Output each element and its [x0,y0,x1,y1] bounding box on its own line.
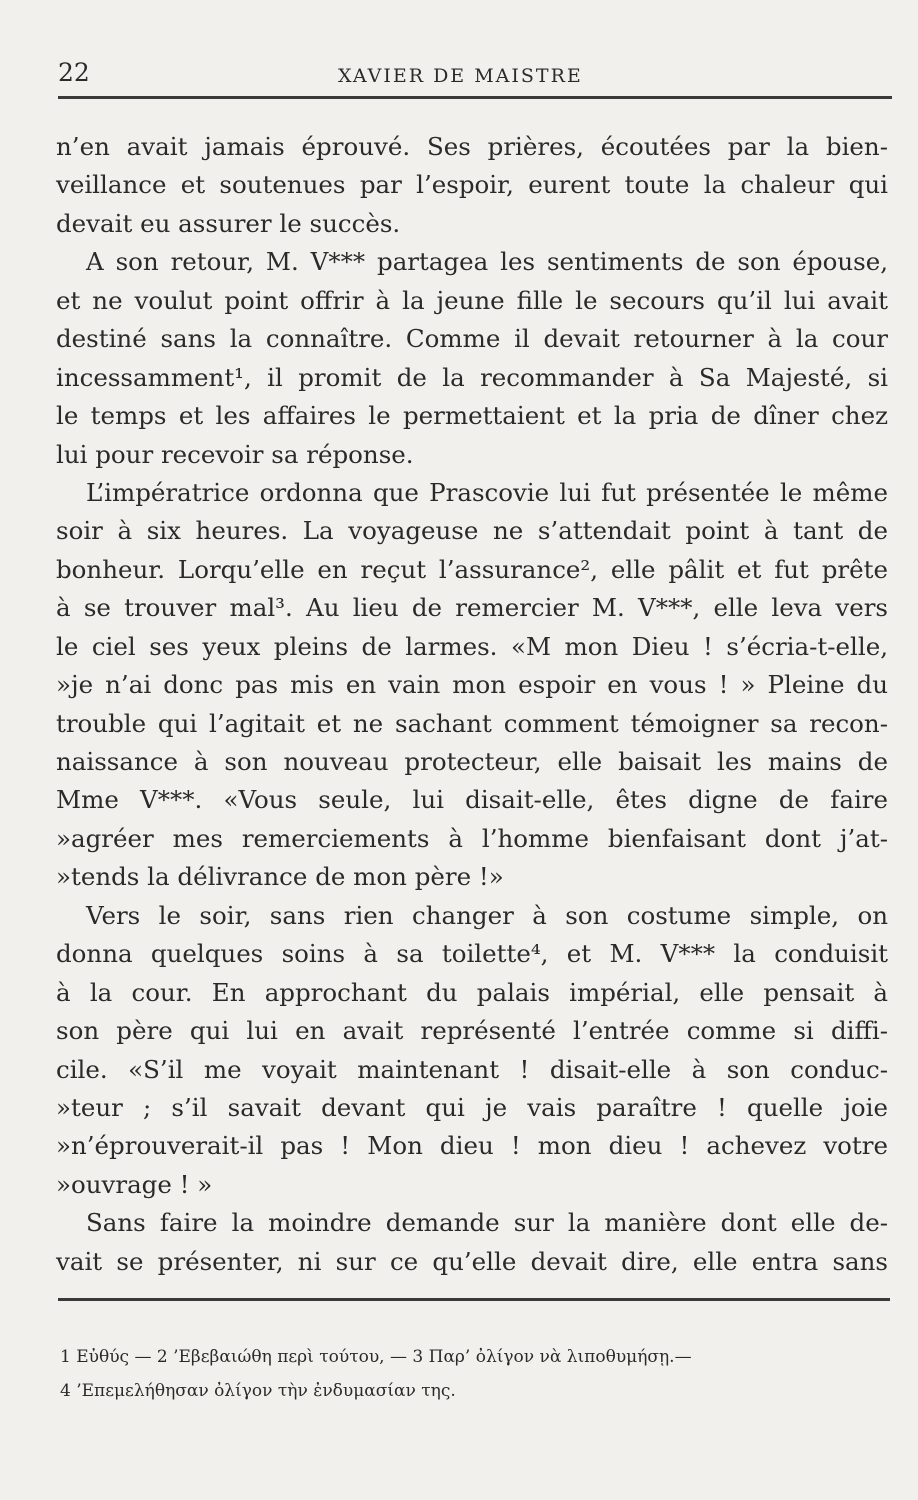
text-line: le ciel ses yeux pleins de larmes. «M mon Dieu ! s’écria-t-elle, [56,631,888,661]
footnotes [60,1340,900,1408]
text-line: incessamment¹, il promit de la recommander à Sa Majesté, si [56,362,888,392]
text-line: trouble qui l’agitait et ne sachant comment témoigner sa recon- [56,708,888,738]
text-line: »teur ; s’il savait devant qui je vais paraître ! quelle joie [56,1092,888,1122]
running-head: XAVIER DE MAISTRE [338,65,583,87]
text-line: A son retour, M. V*** partagea les sentiments de son épouse, [86,247,888,277]
text-line: »ouvrage ! » [56,1169,213,1199]
text-line: Mme V***. «Vous seule, lui disait-elle, êtes digne de faire [56,785,888,815]
text-line: cile. «S’il me voyait maintenant ! disait-elle à son conduc- [56,1054,888,1084]
footnote-line: 1 Εὐθύς — 2 ’Εβεβαιώθη περὶ τούτου, — 3 Παρ’ ὀλίγον νὰ λιποθυμήσῃ.— [60,1347,692,1367]
text-line: destiné sans la connaître. Comme il devait retourner à la cour [56,324,888,354]
text-line: n’en avait jamais éprouvé. Ses prières, écoutées par la bien- [56,132,888,161]
text-line: L’impératrice ordonna que Prascovie lui fut présentée le même [86,477,888,507]
text-line: devait eu assurer le succès. [56,208,401,238]
text-line: son père qui lui en avait représenté l’entrée comme si diffi- [56,1016,888,1046]
text-line: à la cour. En approchant du palais impérial, elle pensait à [56,977,888,1007]
text-line: Sans faire la moindre demande sur la manière dont elle de- [86,1208,888,1238]
page-number: 22 [58,58,90,87]
text-line: veillance et soutenues par l’espoir, eurent toute la chaleur qui [56,170,888,200]
footnote-rule [58,1298,890,1301]
text-line: »tends la délivrance de mon père !» [56,862,504,892]
text-line: le temps et les affaires le permettaient et la pria de dîner chez [56,401,888,431]
text-line: soir à six heures. La voyageuse ne s’attendait point à tant de [56,516,888,546]
text-line: »agréer mes remerciements à l’homme bienfaisant dont j’at- [56,823,888,853]
text-line: vait se présenter, ni sur ce qu’elle devait dire, elle entra sans [56,1246,888,1276]
footnote-line: 4 ’Επεμελήθησαν ὀλίγον τὴν ἐνδυμασίαν της. [60,1381,456,1401]
text-line: Vers le soir, sans rien changer à son costume simple, on [86,900,888,930]
header-rule [58,96,892,99]
body-text [56,128,888,1281]
text-line: et ne voulut point offrir à la jeune fille le secours qu’il lui avait [56,285,888,315]
text-line: donna quelques soins à sa toilette⁴, et M. V*** la conduisit [56,939,888,969]
text-line: à se trouver mal³. Au lieu de remercier M. V***, elle leva vers [56,593,888,623]
text-line: »n’éprouverait-il pas ! Mon dieu ! mon dieu ! achevez votre [56,1131,888,1161]
text-line: bonheur. Lorqu’elle en reçut l’assurance², elle pâlit et fut prête [56,554,888,584]
text-line: naissance à son nouveau protecteur, elle baisait les mains de [56,747,888,776]
text-line: lui pour recevoir sa réponse. [56,439,414,469]
page-header [58,58,888,94]
text-line: »je n’ai donc pas mis en vain mon espoir en vous ! » Pleine du [56,670,888,700]
